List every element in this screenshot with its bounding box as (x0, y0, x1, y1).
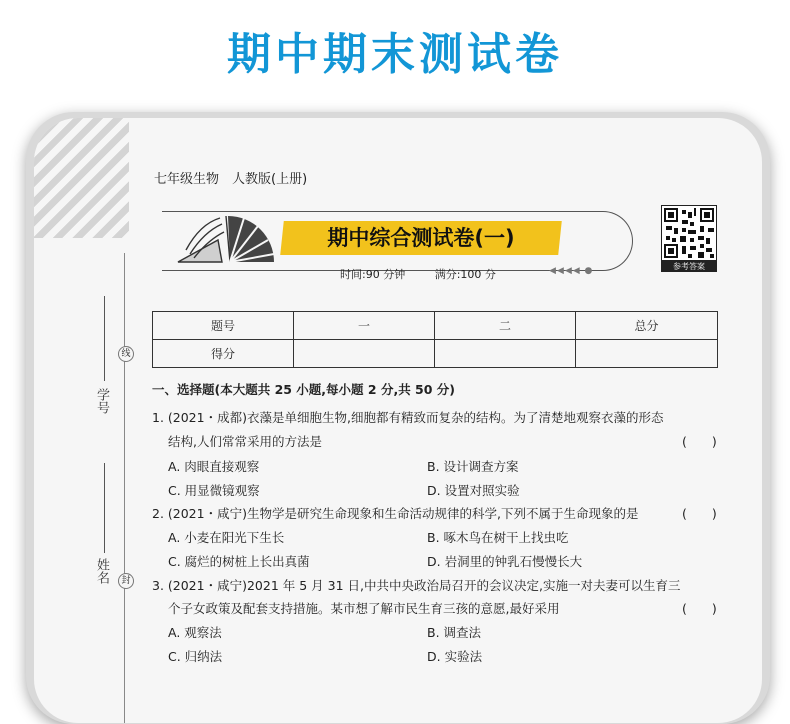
answer-paren[interactable]: ( ) (682, 506, 717, 521)
exam-paper (34, 118, 762, 723)
full-score: 满分:100 分 (434, 268, 496, 281)
score-row-label: 得分 (153, 340, 294, 368)
time-limit: 时间:90 分钟 (340, 268, 406, 281)
score-header-cell: 一 (294, 312, 435, 340)
score-cell[interactable] (294, 340, 435, 368)
binding-mark-line: 线 (118, 346, 134, 362)
question-2-line1: 2. (2021・咸宁)生物学是研究生命现象和生命活动规律的科学,下列不属于生命现象的是 (152, 506, 639, 521)
score-table (152, 311, 718, 368)
option[interactable]: D. 实验法 (427, 649, 483, 664)
option[interactable]: A. 小麦在阳光下生长 (168, 530, 285, 545)
qr-code-icon[interactable] (661, 205, 717, 261)
binding-line (124, 253, 125, 723)
option[interactable]: D. 设置对照实验 (427, 483, 520, 498)
score-table-row (153, 340, 718, 368)
score-header-cell: 总分 (576, 312, 718, 340)
score-table-header (153, 312, 718, 340)
option[interactable]: D. 岩洞里的钟乳石慢慢长大 (427, 554, 583, 569)
section-title: 一、选择题(本大题共 25 小题,每小题 2 分,共 50 分) (152, 382, 456, 397)
answer-paren[interactable]: ( ) (682, 601, 717, 616)
option[interactable]: A. 肉眼直接观察 (168, 459, 260, 474)
answer-paren[interactable]: ( ) (682, 434, 717, 449)
score-cell[interactable] (435, 340, 576, 368)
option[interactable]: A. 观察法 (168, 625, 222, 640)
arrow-decoration-icon: ◀◀◀◀ ● (549, 266, 594, 276)
corner-stripes (34, 118, 129, 238)
student-id-line (104, 296, 105, 381)
qr-label: 参考答案 (661, 261, 717, 272)
banner-title: 期中期末测试卷 (227, 29, 563, 80)
open-book-icon (170, 210, 280, 266)
option[interactable]: C. 用显微镜观察 (168, 483, 260, 498)
exam-meta (340, 266, 522, 282)
score-header-cell: 题号 (153, 312, 294, 340)
score-header-cell: 二 (435, 312, 576, 340)
grade-label: 七年级生物 人教版(上册) (154, 172, 308, 187)
question-3-line2: 个子女政策及配套支持措施。某市想了解市民生育三孩的意愿,最好采用 (168, 601, 560, 616)
option[interactable]: B. 设计调查方案 (427, 459, 519, 474)
option[interactable]: B. 调查法 (427, 625, 482, 640)
question-3-line1: 3. (2021・咸宁)2021 年 5 月 31 日,中共中央政治局召开的会议决定,实施一对夫妻可以生育三 (152, 578, 681, 593)
score-cell[interactable] (576, 340, 718, 368)
option[interactable]: C. 归纳法 (168, 649, 223, 664)
binding-mark-seal: 封 (118, 573, 134, 589)
exam-title: 期中综合测试卷(一) (327, 226, 515, 250)
name-label: 姓名 (94, 558, 109, 584)
student-id-label: 学号 (94, 388, 109, 414)
question-1-line1: 1. (2021・成都)衣藻是单细胞生物,细胞都有精致而复杂的结构。为了清楚地观察衣藻的形态 (152, 410, 664, 425)
name-line (104, 463, 105, 553)
option[interactable]: C. 腐烂的树桩上长出真菌 (168, 554, 310, 569)
question-1-line2: 结构,人们常常采用的方法是 (168, 434, 322, 449)
option[interactable]: B. 啄木鸟在树干上找虫吃 (427, 530, 569, 545)
